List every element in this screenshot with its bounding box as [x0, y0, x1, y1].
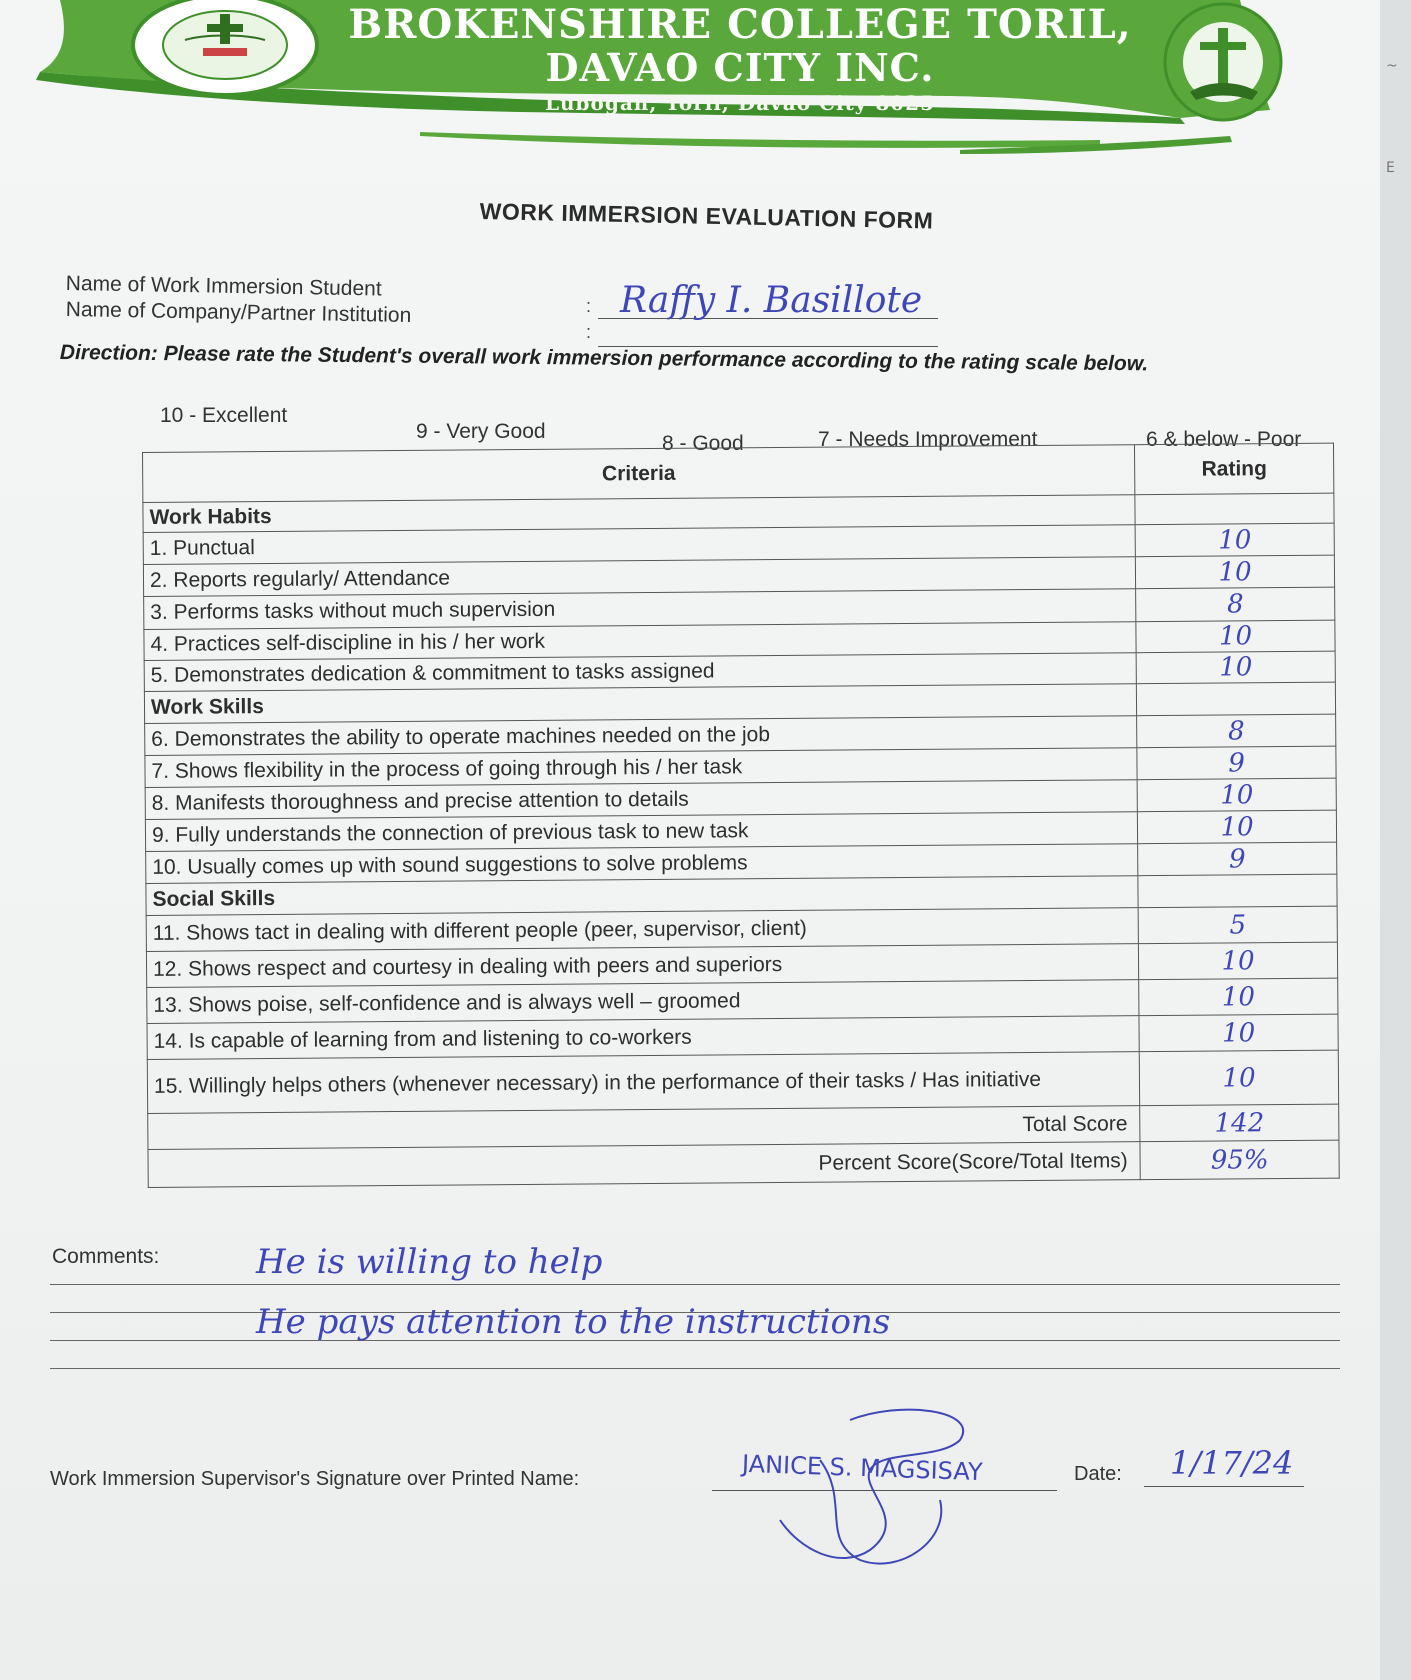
criterion-label: 2. Reports regularly/ Attendance [143, 557, 1135, 597]
comment-handwritten-1: He is willing to help [256, 1242, 603, 1282]
scale-poor: 6 & below - Poor [1146, 428, 1302, 451]
criterion-label: 14. Is capable of learning from and listening to co-workers [147, 1016, 1139, 1060]
percent-score-label: Percent Score(Score/Total Items) [148, 1142, 1140, 1188]
comment-handwritten-2: He pays attention to the instructions [256, 1302, 891, 1342]
criteria-header: Criteria [143, 445, 1136, 503]
scale-excellent: 10 - Excellent [160, 404, 288, 427]
section-title: Social Skills [146, 876, 1138, 916]
seal-graphic [125, 0, 325, 112]
comment-line-1 [50, 1284, 1340, 1285]
comments-label: Comments: [52, 1245, 160, 1268]
criterion-rating: 9 [1138, 842, 1337, 876]
signature-label: Work Immersion Supervisor's Signature over Printed Name: [50, 1468, 580, 1490]
criterion-rating: 9 [1137, 746, 1336, 780]
criterion-rating: 8 [1137, 714, 1336, 748]
total-score-label: Total Score [148, 1106, 1140, 1150]
section-title: Work Skills [144, 684, 1136, 724]
section-title: Work Habits [143, 495, 1135, 533]
criterion-rating: 8 [1136, 587, 1335, 622]
rating-header: Rating [1135, 443, 1334, 495]
college-seal-logo [125, 0, 325, 112]
criterion-label: 7. Shows flexibility in the process of going through his / her task [145, 748, 1137, 788]
student-name-label: Name of Work Immersion Student [65, 272, 382, 301]
church-seal-graphic [1148, 0, 1298, 130]
signature-scribble [760, 1400, 1060, 1580]
evaluation-table [142, 443, 1340, 1188]
direction-text: Direction: Please rate the Student's overall work immersion performance according to the rating scale below. [59, 340, 1149, 376]
section-rating-empty [1137, 682, 1336, 716]
criterion-rating: 10 [1139, 942, 1338, 980]
criterion-rating: 10 [1138, 810, 1337, 844]
supervisor-printed-name: JANICE S. MAGSISAY [741, 1449, 984, 1487]
date-line [1144, 1486, 1304, 1487]
adjacent-page-edge [1380, 0, 1411, 1680]
criterion-rating: 10 [1136, 555, 1335, 589]
college-address: Lubogan, Toril, Davao City 8025 [544, 91, 936, 115]
college-name-line2: DAVAO CITY INC. [545, 45, 935, 90]
scale-good: 8 - Good [662, 432, 744, 455]
criterion-rating: 10 [1139, 1014, 1338, 1052]
student-name-value: Raffy I. Basillote [620, 280, 923, 321]
edge-mark-1: ~ [1386, 58, 1398, 74]
criterion-label: 1. Punctual [143, 525, 1135, 565]
criterion-rating: 10 [1139, 978, 1338, 1016]
total-score-value: 142 [1140, 1104, 1339, 1142]
scale-needs-improvement: 7 - Needs Improvement [818, 428, 1038, 451]
criterion-label: 11. Shows tact in dealing with different people (peer, supervisor, client) [146, 908, 1138, 952]
college-name-block [330, 0, 1150, 118]
criterion-rating: 10 [1135, 523, 1334, 557]
criterion-label: 13. Shows poise, self-confidence and is always well – groomed [147, 980, 1139, 1024]
table-row [147, 1050, 1338, 1113]
company-name-label: Name of Company/Partner Institution [65, 298, 412, 328]
criterion-label: 6. Demonstrates the ability to operate machines needed on the job [145, 716, 1137, 756]
criterion-rating: 5 [1138, 906, 1337, 944]
form-title: WORK IMMERSION EVALUATION FORM [479, 198, 934, 234]
company-colon: : [586, 322, 592, 342]
criterion-label: 12. Shows respect and courtesy in dealing with peers and superiors [146, 944, 1138, 988]
date-value: 1/17/24 [1170, 1444, 1294, 1482]
church-seal-logo [1148, 0, 1298, 130]
criterion-label: 10. Usually comes up with sound suggestions to solve problems [146, 844, 1138, 884]
college-name-line1: BROKENSHIRE COLLEGE TORIL, [348, 1, 1132, 48]
section-rating-empty [1138, 874, 1337, 908]
percent-score-row [148, 1140, 1339, 1187]
criterion-rating: 10 [1139, 1050, 1338, 1106]
student-colon: : [586, 296, 592, 316]
criterion-rating: 10 [1136, 620, 1335, 653]
criterion-label: 5. Demonstrates dedication & commitment to tasks assigned [144, 653, 1136, 692]
section-rating-empty [1135, 493, 1334, 525]
criterion-rating: 10 [1136, 651, 1335, 684]
criterion-label: 3. Performs tasks without much supervision [144, 589, 1136, 630]
criterion-rating: 10 [1137, 778, 1336, 812]
comment-line-4 [50, 1368, 1340, 1369]
percent-score-value: 95% [1140, 1140, 1339, 1180]
criterion-label: 4. Practices self-discipline in his / her work [144, 622, 1136, 661]
edge-mark-2: E [1386, 160, 1395, 176]
criterion-label: 8. Manifests thoroughness and precise attention to details [145, 780, 1137, 820]
criterion-label: 15. Willingly helps others (whenever necessary) in the performance of their tasks / Has initiative [147, 1052, 1140, 1114]
scale-very-good: 9 - Very Good [416, 420, 546, 443]
date-label: Date: [1074, 1463, 1122, 1485]
criterion-label: 9. Fully understands the connection of previous task to new task [145, 812, 1137, 852]
